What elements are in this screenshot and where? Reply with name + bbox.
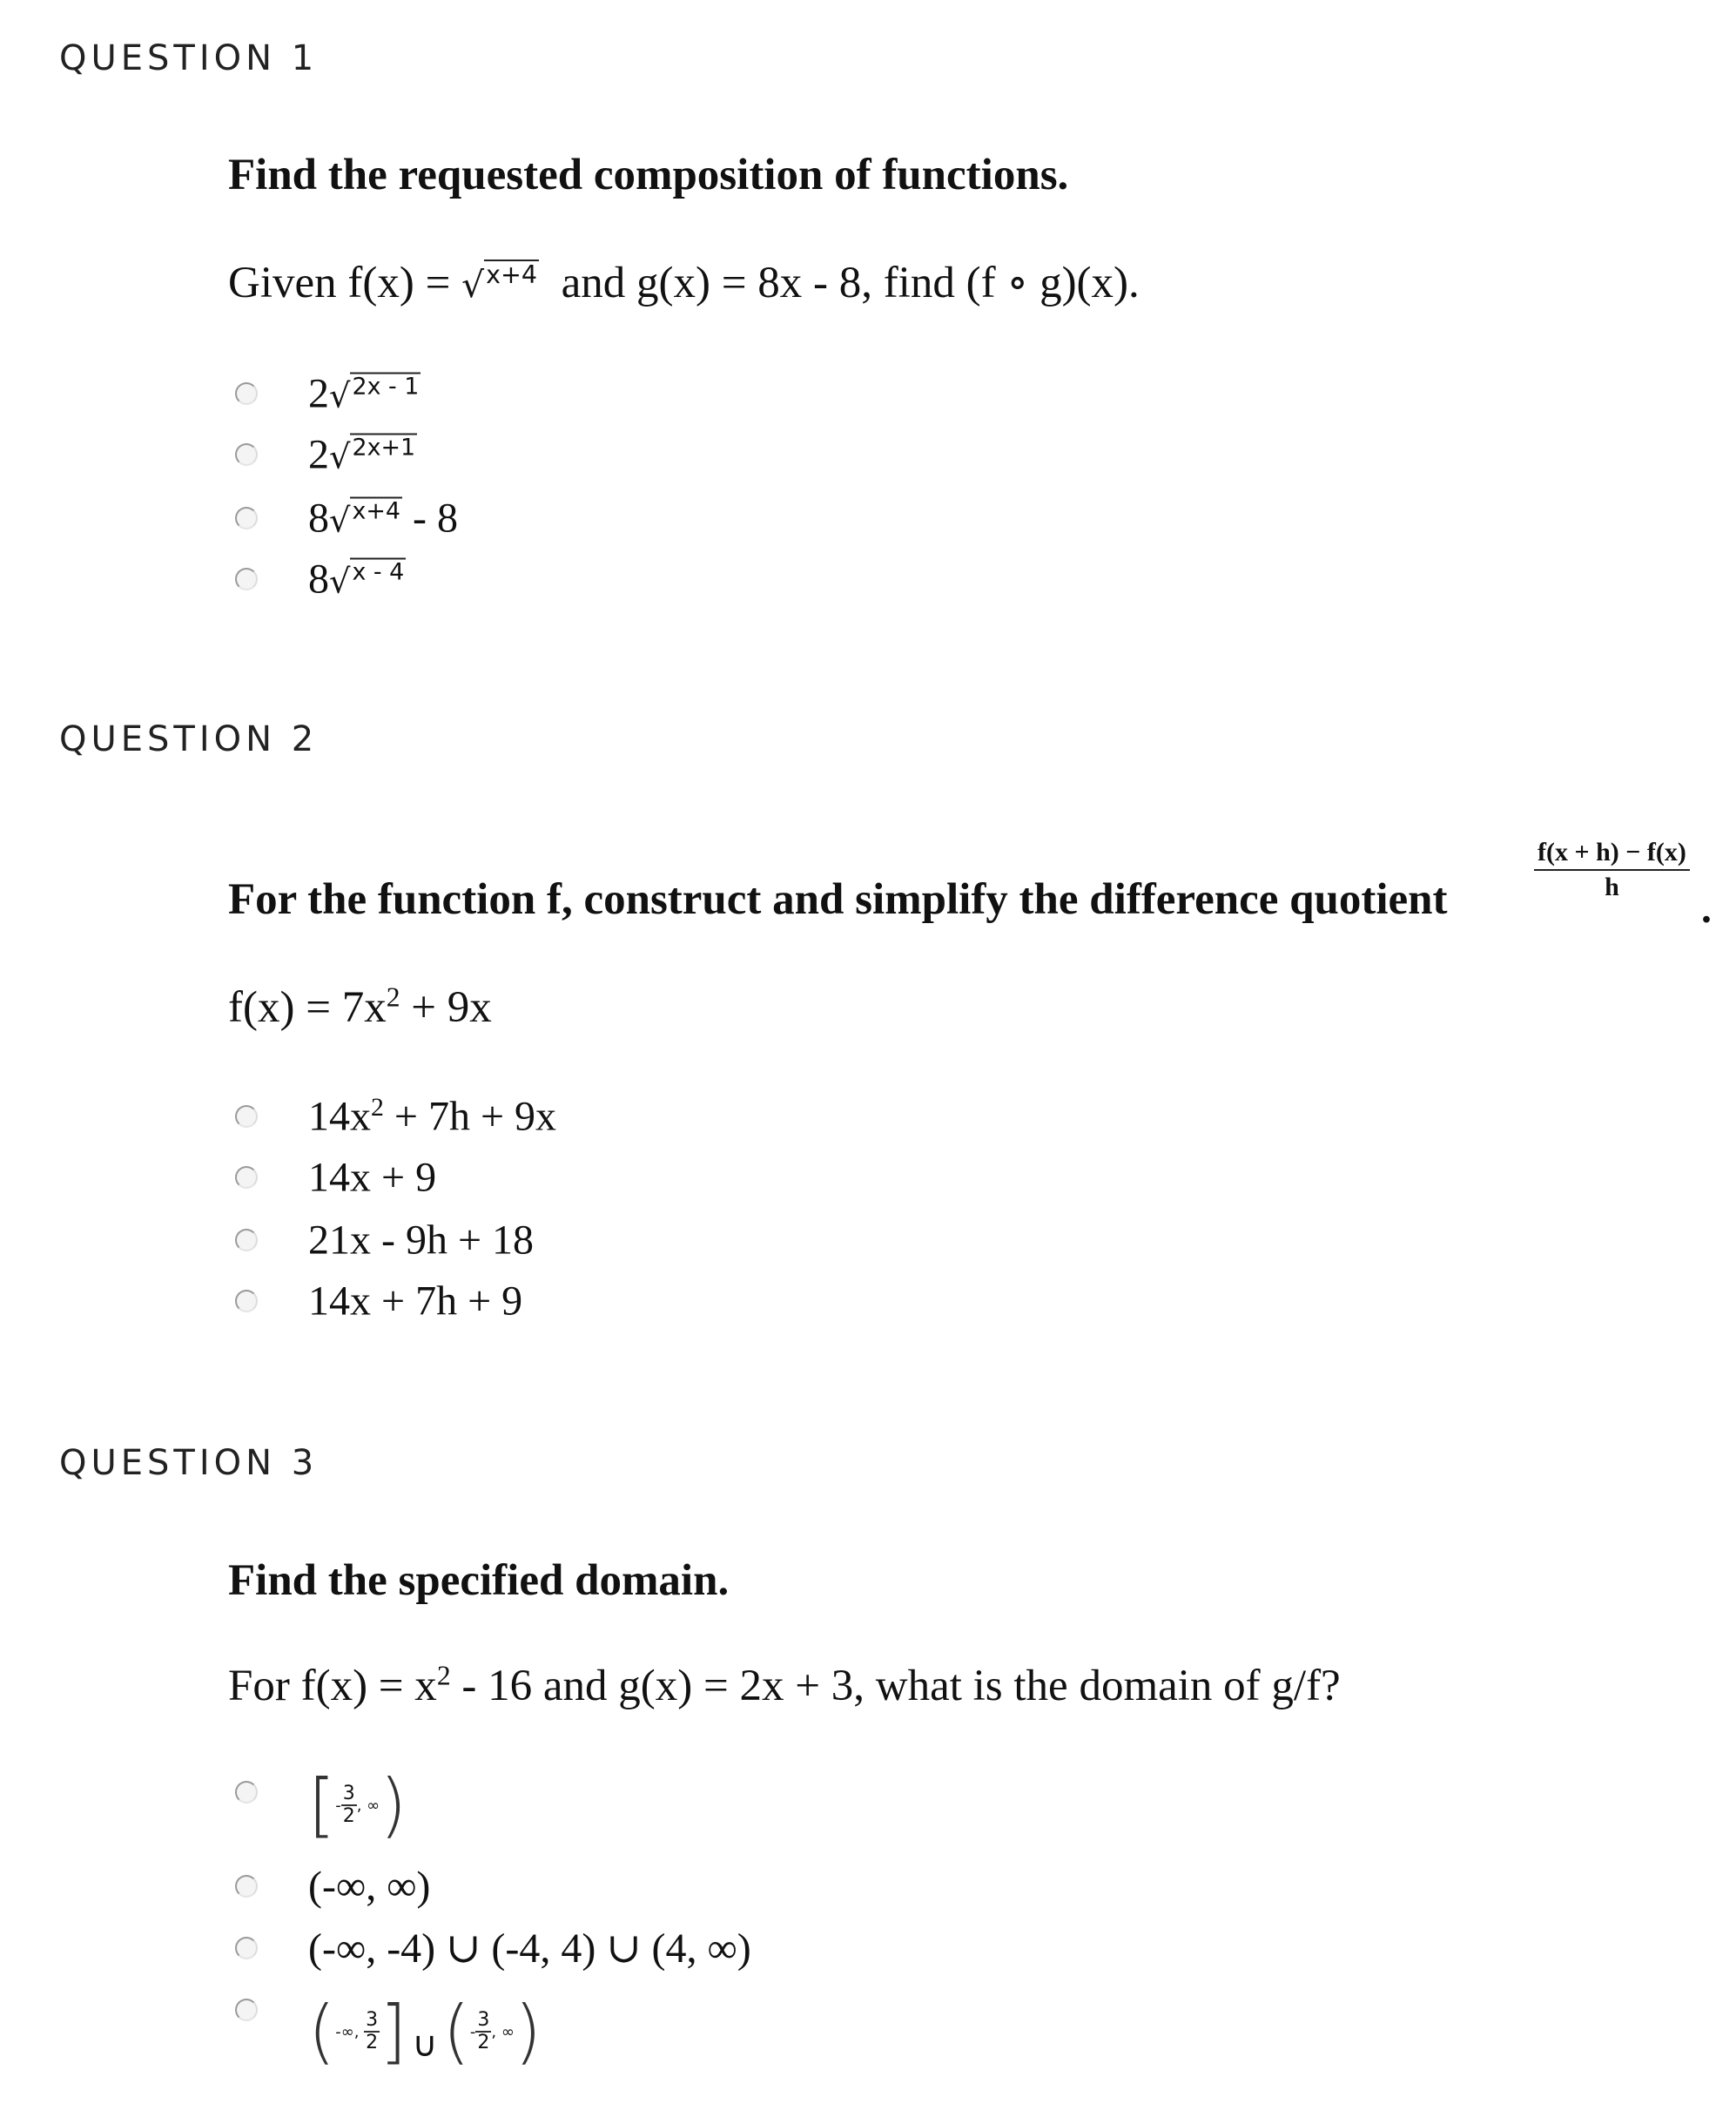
question-2-heading: QUESTION 2 <box>59 719 319 759</box>
q1-option-1[interactable] <box>235 367 420 420</box>
sqrt-icon: √ <box>329 376 351 416</box>
sqrt-icon: √ <box>329 437 351 477</box>
prompt-text: Given f(x) = <box>228 259 462 307</box>
prompt-text: and g(x) = 8x - 8, find (f ∘ g)(x). <box>539 259 1140 307</box>
q1-option-3[interactable] <box>235 492 458 544</box>
option-label: 2√2x+1 <box>308 431 416 478</box>
q2-option-4[interactable] <box>235 1275 523 1327</box>
q2-option-1[interactable] <box>235 1090 557 1143</box>
radio-button[interactable] <box>235 1105 258 1128</box>
difference-quotient <box>1534 838 1690 902</box>
q3-option-4[interactable] <box>235 1984 542 2080</box>
question-1-prompt <box>228 257 1140 308</box>
radio-button[interactable] <box>235 382 258 405</box>
radio-button[interactable] <box>235 1937 258 1959</box>
option-label: 8√x - 4 <box>308 556 405 603</box>
radio-button[interactable] <box>235 1999 258 2021</box>
question-1-title: Find the requested composition of functions. <box>228 151 1069 199</box>
q2-option-3[interactable] <box>235 1214 535 1266</box>
radio-button[interactable] <box>235 1875 258 1898</box>
q2-option-2[interactable] <box>235 1151 437 1204</box>
q3-option-1[interactable] <box>235 1764 407 1845</box>
option-label: 2√2x - 1 <box>308 370 420 417</box>
radio-button[interactable] <box>235 443 258 466</box>
quotient-numerator: f(x + h) − f(x) <box>1534 838 1690 871</box>
radio-button[interactable] <box>235 507 258 529</box>
radio-button[interactable] <box>235 1166 258 1189</box>
sqrt-icon: √ <box>461 264 485 306</box>
option-label: ( -∞, $\frac{3}{2}$ ] ∪ ( - $\frac{3}{2}$ , ∞ ) <box>308 1991 542 2072</box>
question-1-heading: QUESTION 1 <box>59 38 319 78</box>
prompt-radicand: x+4 <box>486 260 538 290</box>
q1-option-4[interactable] <box>235 553 405 605</box>
question-2-title: For the function f, construct and simplify the difference quotient <box>228 875 1448 924</box>
radio-button[interactable] <box>235 1229 258 1251</box>
q1-option-2[interactable] <box>235 428 416 481</box>
sqrt-icon: √ <box>329 562 351 602</box>
sqrt-icon: √ <box>329 501 351 541</box>
option-label: 14x + 9 <box>308 1154 437 1201</box>
radio-button[interactable] <box>235 1781 258 1804</box>
option-label: 21x - 9h + 18 <box>308 1217 535 1264</box>
question-2-function: $f(x) = 7x^2 + 9x$ <box>228 981 492 1032</box>
union-symbol: ∪ <box>412 2025 438 2065</box>
question-3-title: Find the specified domain. <box>228 1556 730 1605</box>
question-3-heading: QUESTION 3 <box>59 1443 319 1483</box>
q3-option-2[interactable] <box>235 1860 431 1912</box>
radio-button[interactable] <box>235 1290 258 1312</box>
q3-option-3[interactable] <box>235 1922 751 1974</box>
option-label: (-∞, ∞) <box>308 1863 431 1910</box>
option-label: 14x + 7h + 9 <box>308 1278 523 1325</box>
question-3-prompt: For $f(x) = x^2 - 16$ and g(x) = 2x + 3, what is the domain of g/f? <box>228 1660 1341 1710</box>
option-label: $14x^2 + 7h + 9x$ <box>308 1093 557 1140</box>
quotient-period: . <box>1701 886 1712 932</box>
option-label: 8√x+4 - 8 <box>308 495 458 542</box>
option-label: (-∞, -4) ∪ (-4, 4) ∪ (4, ∞) <box>308 1925 751 1972</box>
radio-button[interactable] <box>235 568 258 590</box>
quotient-denominator: h <box>1605 873 1619 901</box>
option-label: [ - $\frac{3}{2}$ , ∞ ) <box>308 1764 407 1845</box>
